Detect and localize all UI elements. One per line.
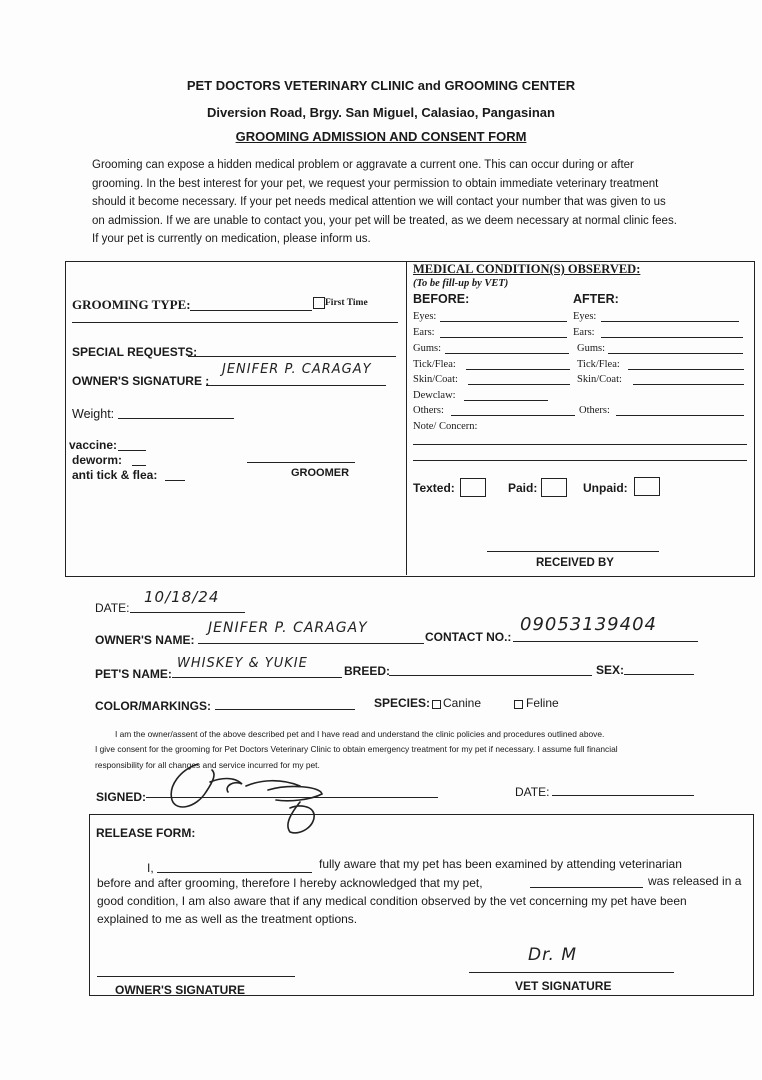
deworm-field[interactable] <box>132 465 146 466</box>
medical-condition-title: MEDICAL CONDITION(S) OBSERVED: <box>413 262 641 276</box>
box-divider <box>406 261 407 575</box>
contact-label: CONTACT NO.: <box>425 630 512 644</box>
canine-checkbox[interactable] <box>432 700 441 709</box>
release-pet-name-field[interactable] <box>530 887 643 888</box>
grooming-type-label: GROOMING TYPE: <box>72 297 191 312</box>
before-ears-field[interactable] <box>440 337 567 338</box>
contact-handwritten: 09053139404 <box>520 614 657 635</box>
release-vet-signature-label: VET SIGNATURE <box>515 979 612 993</box>
anti-tick-field[interactable] <box>165 480 185 481</box>
after-skin-coat-field[interactable] <box>633 384 744 385</box>
note-line-1[interactable] <box>413 444 747 445</box>
release-line-3: good condition, I am also aware that if any medical condition observed by the vet concerning my pet have been <box>97 894 687 908</box>
after-skin-coat: Skin/Coat: <box>577 374 622 385</box>
signed-date-label: DATE: <box>515 785 550 799</box>
intro-paragraph <box>92 156 712 249</box>
signed-label: SIGNED: <box>96 790 147 804</box>
deworm-label: deworm: <box>72 453 123 467</box>
release-line-2-head: before and after grooming, therefore I hereby acknowledged that my pet, <box>97 876 483 890</box>
groomer-label: GROOMER <box>291 467 350 479</box>
before-gums: Gums: <box>413 343 442 354</box>
release-vet-signature-line[interactable] <box>469 972 674 973</box>
unpaid-checkbox[interactable] <box>634 477 660 496</box>
date-field[interactable] <box>130 612 245 613</box>
species-label: SPECIES: <box>374 696 431 710</box>
pet-name-label: PET'S NAME: <box>95 667 172 681</box>
breed-label: BREED: <box>344 664 391 678</box>
clinic-address: Diversion Road, Brgy. San Miguel, Calasiao, Pangasinan <box>207 105 555 120</box>
before-eyes-field[interactable] <box>440 321 567 322</box>
pet-name-handwritten: WHISKEY & YUKIE <box>177 656 308 671</box>
before-skin-coat: Skin/Coat: <box>413 374 458 385</box>
feline-label: Feline <box>526 696 559 710</box>
color-markings-label: COLOR/MARKINGS: <box>95 699 211 713</box>
note-line-2[interactable] <box>413 460 747 461</box>
before-gums-field[interactable] <box>445 353 569 354</box>
vaccine-field[interactable] <box>118 450 146 451</box>
vaccine-label: vaccine: <box>69 438 118 452</box>
after-ears-field[interactable] <box>601 337 743 338</box>
intro-line: should it become necessary. If your pet needs medical attention we will contact your number that was given to us <box>92 196 666 208</box>
intro-line: on admission. If we are unable to contact you, your pet will be treated, as we deem necessary at normal clinic fees. <box>92 214 677 227</box>
first-time-checkbox[interactable] <box>313 297 325 309</box>
clinic-name: PET DOCTORS VETERINARY CLINIC and GROOMING CENTER <box>186 78 576 93</box>
paid-label: Paid: <box>508 481 538 495</box>
first-time-label: First Time <box>325 298 368 308</box>
date-handwritten: 10/18/24 <box>144 588 220 606</box>
release-line-1: fully aware that my pet has been examined by attending veterinarian <box>319 857 682 871</box>
pet-name-field[interactable] <box>172 677 342 678</box>
before-tick-flea-field[interactable] <box>466 369 570 370</box>
release-owner-name-field[interactable] <box>157 872 312 873</box>
after-ears: Ears: <box>573 327 595 338</box>
release-owner-signature-line[interactable] <box>97 976 295 977</box>
after-tick-flea: Tick/Flea: <box>577 359 620 370</box>
owner-name-handwritten: JENIFER P. CARAGAY <box>208 620 368 636</box>
paid-checkbox[interactable] <box>541 478 567 497</box>
before-dewclaw-field[interactable] <box>464 400 548 401</box>
feline-checkbox[interactable] <box>514 700 523 709</box>
before-others-field[interactable] <box>451 415 575 416</box>
before-ears: Ears: <box>413 327 435 338</box>
after-heading: AFTER: <box>573 292 619 306</box>
before-dewclaw: Dewclaw: <box>413 390 456 401</box>
intro-line: If your pet is currently on medication, please inform us. <box>92 233 371 245</box>
color-markings-field[interactable] <box>215 709 355 710</box>
consent-line-2: I give consent for the grooming for Pet Doctors Veterinary Clinic to obtain emergency treatment for my pet if necessary. I assume full financial <box>95 744 618 754</box>
after-eyes-field[interactable] <box>601 321 739 322</box>
special-requests-label: SPECIAL REQUESTS: <box>72 345 198 359</box>
grooming-type-field[interactable] <box>190 310 312 311</box>
texted-checkbox[interactable] <box>460 478 486 497</box>
release-line-4: explained to me as well as the treatment options. <box>97 912 358 926</box>
groomer-signature-line[interactable] <box>247 462 355 463</box>
texted-label: Texted: <box>413 481 455 495</box>
after-others: Others: <box>579 405 610 416</box>
sex-field[interactable] <box>624 674 694 675</box>
owner-signature-label: OWNER'S SIGNATURE : <box>72 374 210 388</box>
after-gums-field[interactable] <box>608 353 743 354</box>
owner-signature-handwritten: JENIFER P. CARAGAY <box>222 362 372 377</box>
before-eyes: Eyes: <box>413 311 437 322</box>
vet-handwritten-signature: Dr. M <box>528 945 577 965</box>
release-i: I, <box>147 861 154 875</box>
intro-line: grooming. In the best interest for your pet, we request your permission to obtain immediate veterinary treatment <box>92 177 659 190</box>
before-tick-flea: Tick/Flea: <box>413 359 456 370</box>
vet-subtitle: (To be fill-up by VET) <box>413 278 509 289</box>
before-skin-coat-field[interactable] <box>468 384 570 385</box>
before-others: Others: <box>413 405 444 416</box>
weight-field[interactable] <box>118 418 234 419</box>
before-heading: BEFORE: <box>413 292 470 306</box>
received-by-label: RECEIVED BY <box>536 557 614 569</box>
consent-line-3: responsibility for all changes and service incurred for my pet. <box>95 760 320 770</box>
contact-field[interactable] <box>513 641 698 642</box>
intro-line: Grooming can expose a hidden medical problem or aggravate a current one. This can occur during or after <box>92 159 634 171</box>
release-line-2-tail: was released in a <box>648 874 742 888</box>
anti-tick-label: anti tick & flea: <box>72 468 158 482</box>
weight-label: Weight: <box>72 407 115 421</box>
release-owner-signature-label: OWNER'S SIGNATURE <box>115 983 245 997</box>
release-title: RELEASE FORM: <box>96 826 196 840</box>
form-title: GROOMING ADMISSION AND CONSENT FORM <box>235 129 527 144</box>
consent-line-1: I am the owner/assent of the above described pet and I have read and understand the clinic policies and procedures outlined above. <box>115 729 605 739</box>
unpaid-label: Unpaid: <box>583 481 628 495</box>
sex-label: SEX: <box>596 663 625 677</box>
canine-label: Canine <box>443 696 482 710</box>
grooming-type-line-2[interactable] <box>72 322 398 323</box>
special-requests-field[interactable] <box>188 356 396 357</box>
after-eyes: Eyes: <box>573 311 597 322</box>
date-label: DATE: <box>95 601 130 615</box>
after-tick-flea-field[interactable] <box>628 369 744 370</box>
after-gums: Gums: <box>577 343 606 354</box>
after-others-field[interactable] <box>616 415 744 416</box>
received-by-line[interactable] <box>487 551 659 552</box>
owner-signature-field[interactable] <box>206 385 386 386</box>
signed-date-field[interactable] <box>552 795 694 796</box>
note-concern-label: Note/ Concern: <box>413 421 478 432</box>
owner-name-label: OWNER'S NAME: <box>95 633 195 647</box>
breed-field[interactable] <box>389 675 592 676</box>
owner-name-field[interactable] <box>198 643 424 644</box>
